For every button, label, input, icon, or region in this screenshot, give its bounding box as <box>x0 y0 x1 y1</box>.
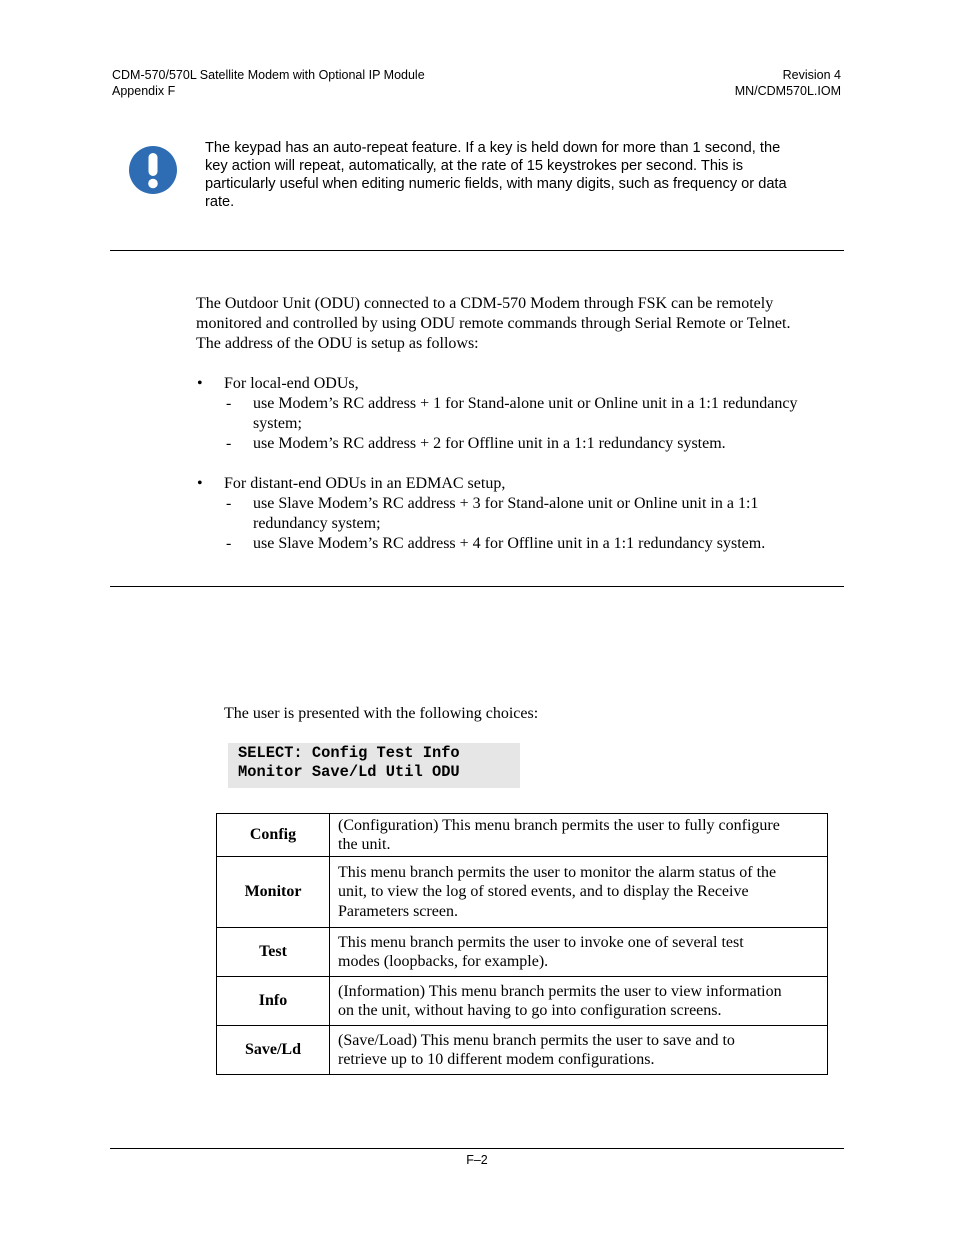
local-odu-item <box>253 394 853 434</box>
desc-line: unit, to view the log of stored events, and to display the Receive <box>338 883 749 901</box>
revision-label: Revision 4 <box>782 68 841 82</box>
doc-number: MN/CDM570L.IOM <box>734 84 841 98</box>
desc-line: Parameters screen. <box>338 902 458 920</box>
lcd-display <box>228 743 520 788</box>
odu-intro-line: monitored and controlled by using ODU remote commands through Serial Remote or Telnet. <box>196 315 791 332</box>
item-line: redundancy system; <box>253 515 381 532</box>
menu-description <box>330 857 828 928</box>
desc-line: modes (loopbacks, for example). <box>338 953 549 970</box>
doc-title: CDM-570/570L Satellite Modem with Optional IP Module <box>112 68 425 82</box>
menu-key: Info <box>217 977 330 1026</box>
local-odu-heading: For local-end ODUs, <box>224 375 359 392</box>
menu-description <box>330 977 828 1026</box>
desc-line: (Configuration) This menu branch permits the user to fully configure <box>338 816 780 834</box>
item-line: use Slave Modem’s RC address + 3 for Stand-alone unit or Online unit in a 1:1 <box>253 495 759 512</box>
distant-odu-item <box>253 534 853 554</box>
item-line: use Modem’s RC address + 1 for Stand-alone unit or Online unit in a 1:1 redundancy <box>253 395 798 412</box>
distant-odu-item <box>253 494 853 534</box>
exclamation-icon <box>128 145 178 195</box>
desc-line: retrieve up to 10 different modem configurations. <box>338 1051 655 1068</box>
bullet-marker: • <box>197 475 203 492</box>
menu-description <box>330 1026 828 1075</box>
dash-marker: - <box>226 535 232 552</box>
appendix-label: Appendix F <box>112 84 176 98</box>
table-row <box>217 1026 828 1075</box>
desc-line: (Save/Load) This menu branch permits the user to save and to <box>338 1031 735 1049</box>
note-text <box>205 139 835 211</box>
note-line: key action will repeat, automatically, at the rate of 15 keystrokes per second. This is <box>205 158 744 174</box>
note-line: The keypad has an auto-repeat feature. If a key is held down for more than 1 second, the <box>205 140 781 156</box>
menu-description <box>330 814 828 857</box>
local-odu-item <box>253 434 853 454</box>
page-number: F–2 <box>466 1153 488 1167</box>
odu-intro <box>196 294 846 354</box>
divider <box>110 586 844 587</box>
table-row <box>217 977 828 1026</box>
odu-intro-line: The Outdoor Unit (ODU) connected to a CDM-570 Modem through FSK can be remotely <box>196 295 774 312</box>
desc-line: on the unit, without having to go into configuration screens. <box>338 1002 722 1019</box>
menu-description <box>330 928 828 977</box>
item-line: use Slave Modem’s RC address + 4 for Offline unit in a 1:1 redundancy system. <box>253 535 766 552</box>
menu-key: Config <box>217 814 330 857</box>
desc-line: the unit. <box>338 836 391 853</box>
distant-odu-heading: For distant-end ODUs in an EDMAC setup, <box>224 475 506 492</box>
lcd-line-1: SELECT: Config Test Info <box>238 744 460 762</box>
item-line: system; <box>253 415 302 432</box>
table-row <box>217 928 828 977</box>
dash-marker: - <box>226 395 232 412</box>
lcd-line-2: Monitor Save/Ld Util ODU <box>238 763 460 781</box>
desc-line: (Information) This menu branch permits the user to view information <box>338 982 782 1000</box>
menu-key: Save/Ld <box>217 1026 330 1075</box>
desc-line: This menu branch permits the user to monitor the alarm status of the <box>338 863 777 881</box>
footer-divider <box>110 1148 844 1149</box>
table-row <box>217 814 828 857</box>
menu-key: Monitor <box>217 857 330 928</box>
menu-table <box>216 813 828 1075</box>
divider <box>110 250 844 251</box>
note-line: particularly useful when editing numeric fields, with many digits, such as frequency or data <box>205 176 787 192</box>
dash-marker: - <box>226 495 232 512</box>
item-line: use Modem’s RC address + 2 for Offline unit in a 1:1 redundancy system. <box>253 435 726 452</box>
note-line: rate. <box>205 194 235 210</box>
desc-line: This menu branch permits the user to invoke one of several test <box>338 933 744 951</box>
table-row <box>217 857 828 928</box>
menu-key: Test <box>217 928 330 977</box>
bullet-marker: • <box>197 375 203 392</box>
odu-intro-line: The address of the ODU is setup as follows: <box>196 335 479 352</box>
menu-intro: The user is presented with the following choices: <box>224 705 539 722</box>
dash-marker: - <box>226 435 232 452</box>
